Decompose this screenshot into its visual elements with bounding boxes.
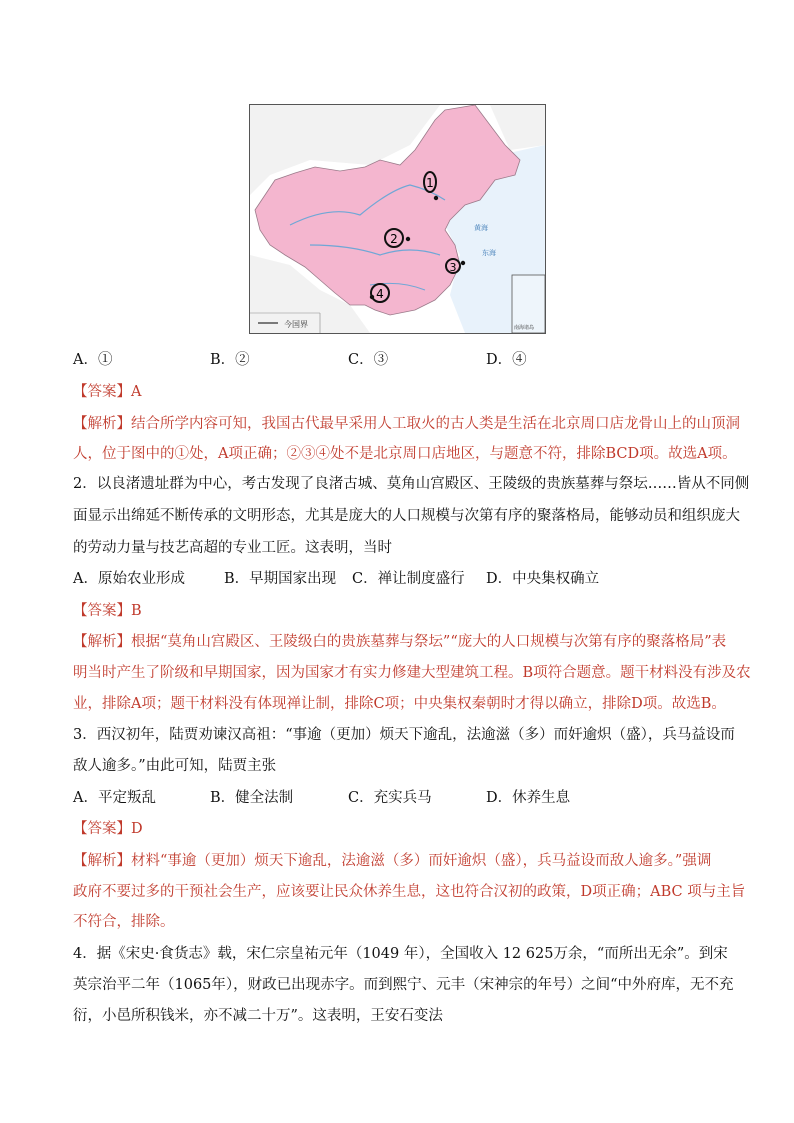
inset-label: 南海诸岛 <box>514 325 535 331</box>
q1-option-b: B．② <box>210 352 250 368</box>
q3-stem-line-1: 3．西汉初年，陆贾劝谏汉高祖：“事逾（更加）烦天下逾乱，法逾滋（多）而奸逾炽（盛），兵马益设而 <box>73 727 735 743</box>
q3-analysis-line-3: 不符合，排除。 <box>73 914 175 930</box>
q2-analysis-tag: 【解析】 <box>73 634 131 650</box>
q1-analysis-line-1: 【解析】结合所学内容可知，我国古代最早采用人工取火的古人类是生活在北京周口店龙骨山上的山顶洞 <box>73 416 740 432</box>
marker-4: 4 <box>376 287 384 301</box>
q1-analysis-tag: 【解析】 <box>73 416 131 432</box>
legend-label: 今国界 <box>284 320 308 329</box>
q2-analysis-line-1: 【解析】根据“莫角山宫殿区、王陵级白的贵族墓葬与祭坛”“庞大的人口规模与次第有序的聚落格局”表 <box>73 634 727 650</box>
q4-stem-line-2: 英宗治平二年（1065年），财政已出现赤字。而到熙宁、元丰（宋神宗的年号）之间“中外府库，无不充 <box>73 977 734 993</box>
q3-analysis-line-2: 政府不要过多的干预社会生产，应该要让民众休养生息，这也符合汉初的政策，D项正确；ABC 项与主旨 <box>73 884 746 900</box>
q4-stem-line-1: 4．据《宋史·食货志》载，宋仁宗皇祐元年（1049 年），全国收入 12 625万余，“而所出无余”。到宋 <box>73 946 728 962</box>
q1-option-c: C．③ <box>348 352 389 368</box>
q2-option-a: A．原始农业形成 <box>73 571 185 587</box>
q1-analysis-line-2: 人，位于图中的①处，A项正确；②③④处不是北京周口店地区，与题意不符，排除BCD项。故选A项。 <box>73 446 737 462</box>
q4-stem-line-3: 衍，小邑所积钱米，亦不减二十万”。这表明，王安石变法 <box>73 1008 443 1024</box>
q2-option-c: C．禅让制度盛行 <box>352 571 465 587</box>
q3-option-b: B．健全法制 <box>210 790 294 806</box>
q2-analysis-line-3: 业，排除A项；题干材料没有体现禅让制，排除C项；中央集权秦朝时才得以确立，排除D项。故选B。 <box>73 696 726 712</box>
q2-option-b: B．早期国家出现 <box>224 571 337 587</box>
q1-answer-tag: 【答案】 <box>73 384 131 400</box>
q3-option-d: D．休养生息 <box>486 790 571 806</box>
q2-stem-line-1: 2．以良渚遗址群为中心，考古发现了良渚古城、莫角山宫殿区、王陵级的贵族墓葬与祭坛……皆从不同侧 <box>73 476 750 492</box>
q3-answer-value: D <box>131 821 143 837</box>
map-graphic <box>250 105 545 333</box>
q2-option-d: D．中央集权确立 <box>486 571 600 587</box>
marker-3: 3 <box>449 261 457 274</box>
q3-answer <box>73 816 143 842</box>
q3-option-a: A．平定叛乱 <box>73 790 156 806</box>
q2-answer <box>73 598 142 624</box>
q3-analysis-line-1: 【解析】材料“事逾（更加）烦天下逾乱，法逾滋（多）而奸逾炽（盛），兵马益设而敌人逾多。”强调 <box>73 853 712 869</box>
sea-label-east: 东海 <box>482 249 496 257</box>
q2-stem-line-2: 面显示出绵延不断传承的文明形态，尤其是庞大的人口规模与次第有序的聚落格局，能够动员和组织庞大 <box>73 508 740 524</box>
q3-option-c: C．充实兵马 <box>348 790 432 806</box>
q1-option-a: A．① <box>73 352 113 368</box>
q1-answer-value: A <box>131 384 142 400</box>
q3-analysis-tag: 【解析】 <box>73 853 131 869</box>
sea-label-yellow: 黄海 <box>474 224 488 232</box>
q1-answer <box>73 379 141 405</box>
q2-answer-value: B <box>131 603 142 619</box>
marker-1: 1 <box>426 176 434 190</box>
q3-answer-tag: 【答案】 <box>73 821 131 837</box>
q2-analysis-line-2: 明当时产生了阶级和早期国家，因为国家才有实力修建大型建筑工程。B项符合题意。题干材料没有涉及农 <box>73 665 751 681</box>
china-map-figure <box>249 104 546 334</box>
q3-stem-line-2: 敌人逾多。”由此可知，陆贾主张 <box>73 758 277 774</box>
q1-option-d: D．④ <box>486 352 527 368</box>
q2-answer-tag: 【答案】 <box>73 603 131 619</box>
q2-stem-line-3: 的劳动力量与技艺高超的专业工匠。这表明，当时 <box>73 540 392 556</box>
marker-2: 2 <box>390 232 398 246</box>
